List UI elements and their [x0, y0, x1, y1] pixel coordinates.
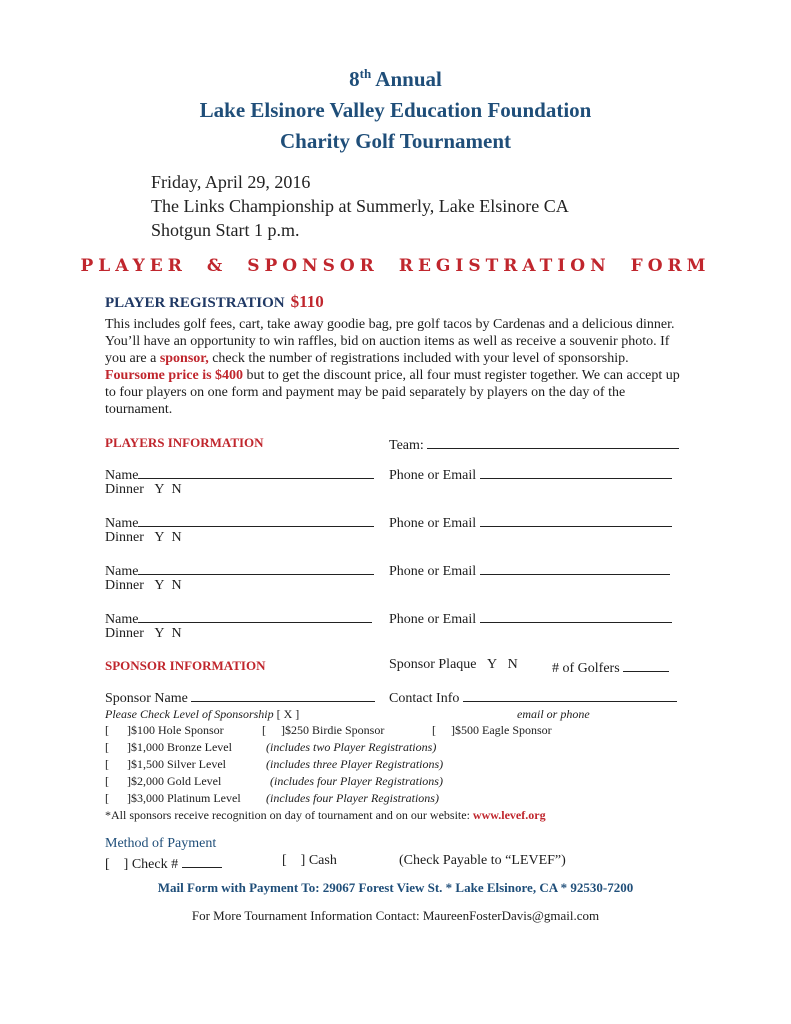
sponsor-plaque-field[interactable]: Sponsor Plaque Y N — [389, 657, 518, 672]
players-info-heading: PLAYERS INFORMATION — [105, 435, 264, 450]
recognition-note: *All sponsors receive recognition on day of tournament and on our website: www.levef.org — [105, 808, 546, 822]
form-title: PLAYER & SPONSOR REGISTRATION FORM — [80, 256, 711, 276]
golfers-count-field[interactable]: # of Golfers — [552, 657, 669, 677]
birdie-sponsor-option[interactable]: [ ]$250 Birdie Sponsor — [262, 723, 385, 737]
player4-phone-field[interactable]: Phone or Email — [389, 608, 672, 628]
gold-level-option[interactable]: [ ]$2,000 Gold Level — [105, 774, 222, 788]
player4-name-field[interactable]: Name — [105, 608, 372, 628]
platinum-level-note: (includes four Player Registrations) — [266, 791, 439, 805]
player2-name-field[interactable]: Name — [105, 512, 374, 532]
title-foundation: Lake Elsinore Valley Education Foundation — [199, 98, 592, 122]
player3-dinner[interactable]: Dinner Y N — [105, 578, 182, 593]
player2-phone-field[interactable]: Phone or Email — [389, 512, 672, 532]
payment-heading: Method of Payment — [105, 836, 217, 851]
player4-dinner[interactable]: Dinner Y N — [105, 626, 182, 641]
event-start: Shotgun Start 1 p.m. — [151, 220, 300, 240]
player-registration-heading: PLAYER REGISTRATION $110 — [105, 292, 324, 311]
cash-payment-option[interactable]: [ ] Cash — [282, 853, 337, 868]
player2-dinner[interactable]: Dinner Y N — [105, 530, 182, 545]
player1-name-field[interactable]: Name — [105, 464, 374, 484]
mail-to-address: Mail Form with Payment To: 29067 Forest View St. * Lake Elsinore, CA * 92530-7200 — [157, 880, 634, 895]
silver-level-note: (includes three Player Registrations) — [266, 757, 444, 771]
sponsor-name-field[interactable]: Sponsor Name — [105, 687, 375, 707]
payable-note: (Check Payable to “LEVEF”) — [399, 853, 566, 868]
event-date: Friday, April 29, 2016 — [151, 172, 311, 192]
registration-price: $110 — [290, 292, 324, 311]
check-level-instruction: Please Check Level of Sponsorship [ X ] — [105, 707, 300, 721]
player1-dinner[interactable]: Dinner Y N — [105, 482, 182, 497]
bronze-level-note: (includes two Player Registrations) — [266, 740, 437, 754]
sponsor-info-heading: SPONSOR INFORMATION — [105, 658, 266, 673]
hole-sponsor-option[interactable]: [ ]$100 Hole Sponsor — [105, 723, 224, 737]
event-venue: The Links Championship at Summerly, Lake Elsinore CA — [151, 196, 569, 216]
registration-description: This includes golf fees, cart, take away goodie bag, pre golf tacos by Cardenas and a delicious dinner. You’ll have an opportunity to win raffles, bid on auction items as well as receive a souvenir photo. If you are a sponsor, check the number of registrations included with your level of sponsorship. Foursome price is $400 but to get the discount price, all four must register together. We can accept up to four players on one form and payment may be paid separately by players on the day of the tournament. — [105, 317, 680, 417]
eagle-sponsor-option[interactable]: [ ]$500 Eagle Sponsor — [432, 723, 552, 737]
player3-name-field[interactable]: Name — [105, 560, 374, 580]
title-tournament: Charity Golf Tournament — [279, 129, 512, 153]
bronze-level-option[interactable]: [ ]$1,000 Bronze Level — [105, 740, 232, 754]
website-link[interactable]: www.levef.org — [472, 808, 546, 822]
contact-info-footer: For More Tournament Information Contact: MaureenFosterDavis@gmail.com — [191, 908, 600, 923]
email-or-phone-hint: email or phone — [517, 707, 590, 721]
team-field[interactable]: Team: — [389, 434, 679, 454]
contact-info-field[interactable]: Contact Info — [389, 687, 677, 707]
player1-phone-field[interactable]: Phone or Email — [389, 464, 672, 484]
check-payment-option[interactable]: [ ] Check # — [105, 853, 222, 873]
silver-level-option[interactable]: [ ]$1,500 Silver Level — [105, 757, 226, 771]
gold-level-note: (includes four Player Registrations) — [270, 774, 443, 788]
title-annual: 8th Annual — [349, 66, 442, 91]
platinum-level-option[interactable]: [ ]$3,000 Platinum Level — [105, 791, 241, 805]
player3-phone-field[interactable]: Phone or Email — [389, 560, 670, 580]
